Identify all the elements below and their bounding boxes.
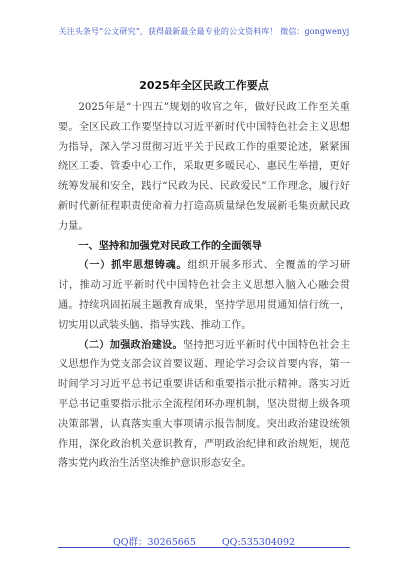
intro-paragraph: 2025年是“十四五”规划的收官之年，做好民政工作至关重要。全区民政工作要坚持以习近平新时代中国特色社会主义思想为指导，深入学习贯彻习近平关于民政工作的重要论述，紧紧围绕区工委、管委中心工作，采取更多暖民心、惠民生举措，更好统筹发展和安全，践行“民政为民、民政爱民”工作理念，履行好新时代新征程职责使命着力打造高质量绿色发展新毛集贡献民政力量。 xyxy=(58,102,350,232)
footer-qq-group: QQ群：30265665 xyxy=(112,537,196,548)
item-1-lead: （一）抓牢思想铸魂。 xyxy=(78,260,188,272)
document-title: 2025年全区民政工作要点 xyxy=(139,79,269,92)
item-1-body: 组织开展多形式、全覆盖的学习研讨，推动习近平新时代中国特色社会主义思想入脑入心融会贯通。持续巩固拓展主题教育成果，坚持学思用贯通知信行统一，切实用以武装头脑、指导实践、推动工作。 xyxy=(58,260,351,331)
footer-divider xyxy=(58,547,350,548)
footer-qq-contact: QQ:535304092 xyxy=(221,537,296,548)
item-2-lead: （二）加强政治建设。 xyxy=(78,339,183,351)
item-2-body: 坚持把习近平新时代中国特色社会主义思想作为党支部会议首要议题、理论学习会议首要内容，第一时间学习习近平总书记重要讲话和重要指示批示精神。落实习近平总书记重要指示批示全流程闭环办理机制，坚决贯彻上级各项决策部署，认真落实重大事项请示报告制度。突出政治建设统领作用，深化政治机关意识教育，严明政治纪律和政治规矩，规范落实党内政治生活坚决维护意识形态安全。 xyxy=(58,339,351,470)
item-1-paragraph xyxy=(58,256,350,335)
section-heading-1: 一、坚持和加强党对民政工作的全面领导 xyxy=(78,240,262,252)
document-body xyxy=(58,98,350,474)
footer-contact xyxy=(58,534,350,548)
header-banner: 关注头条号“公文研究”，获得最新最全最专业的公文资料库！ 微信：gongwenyj xyxy=(58,27,350,36)
item-2-paragraph xyxy=(58,336,350,475)
